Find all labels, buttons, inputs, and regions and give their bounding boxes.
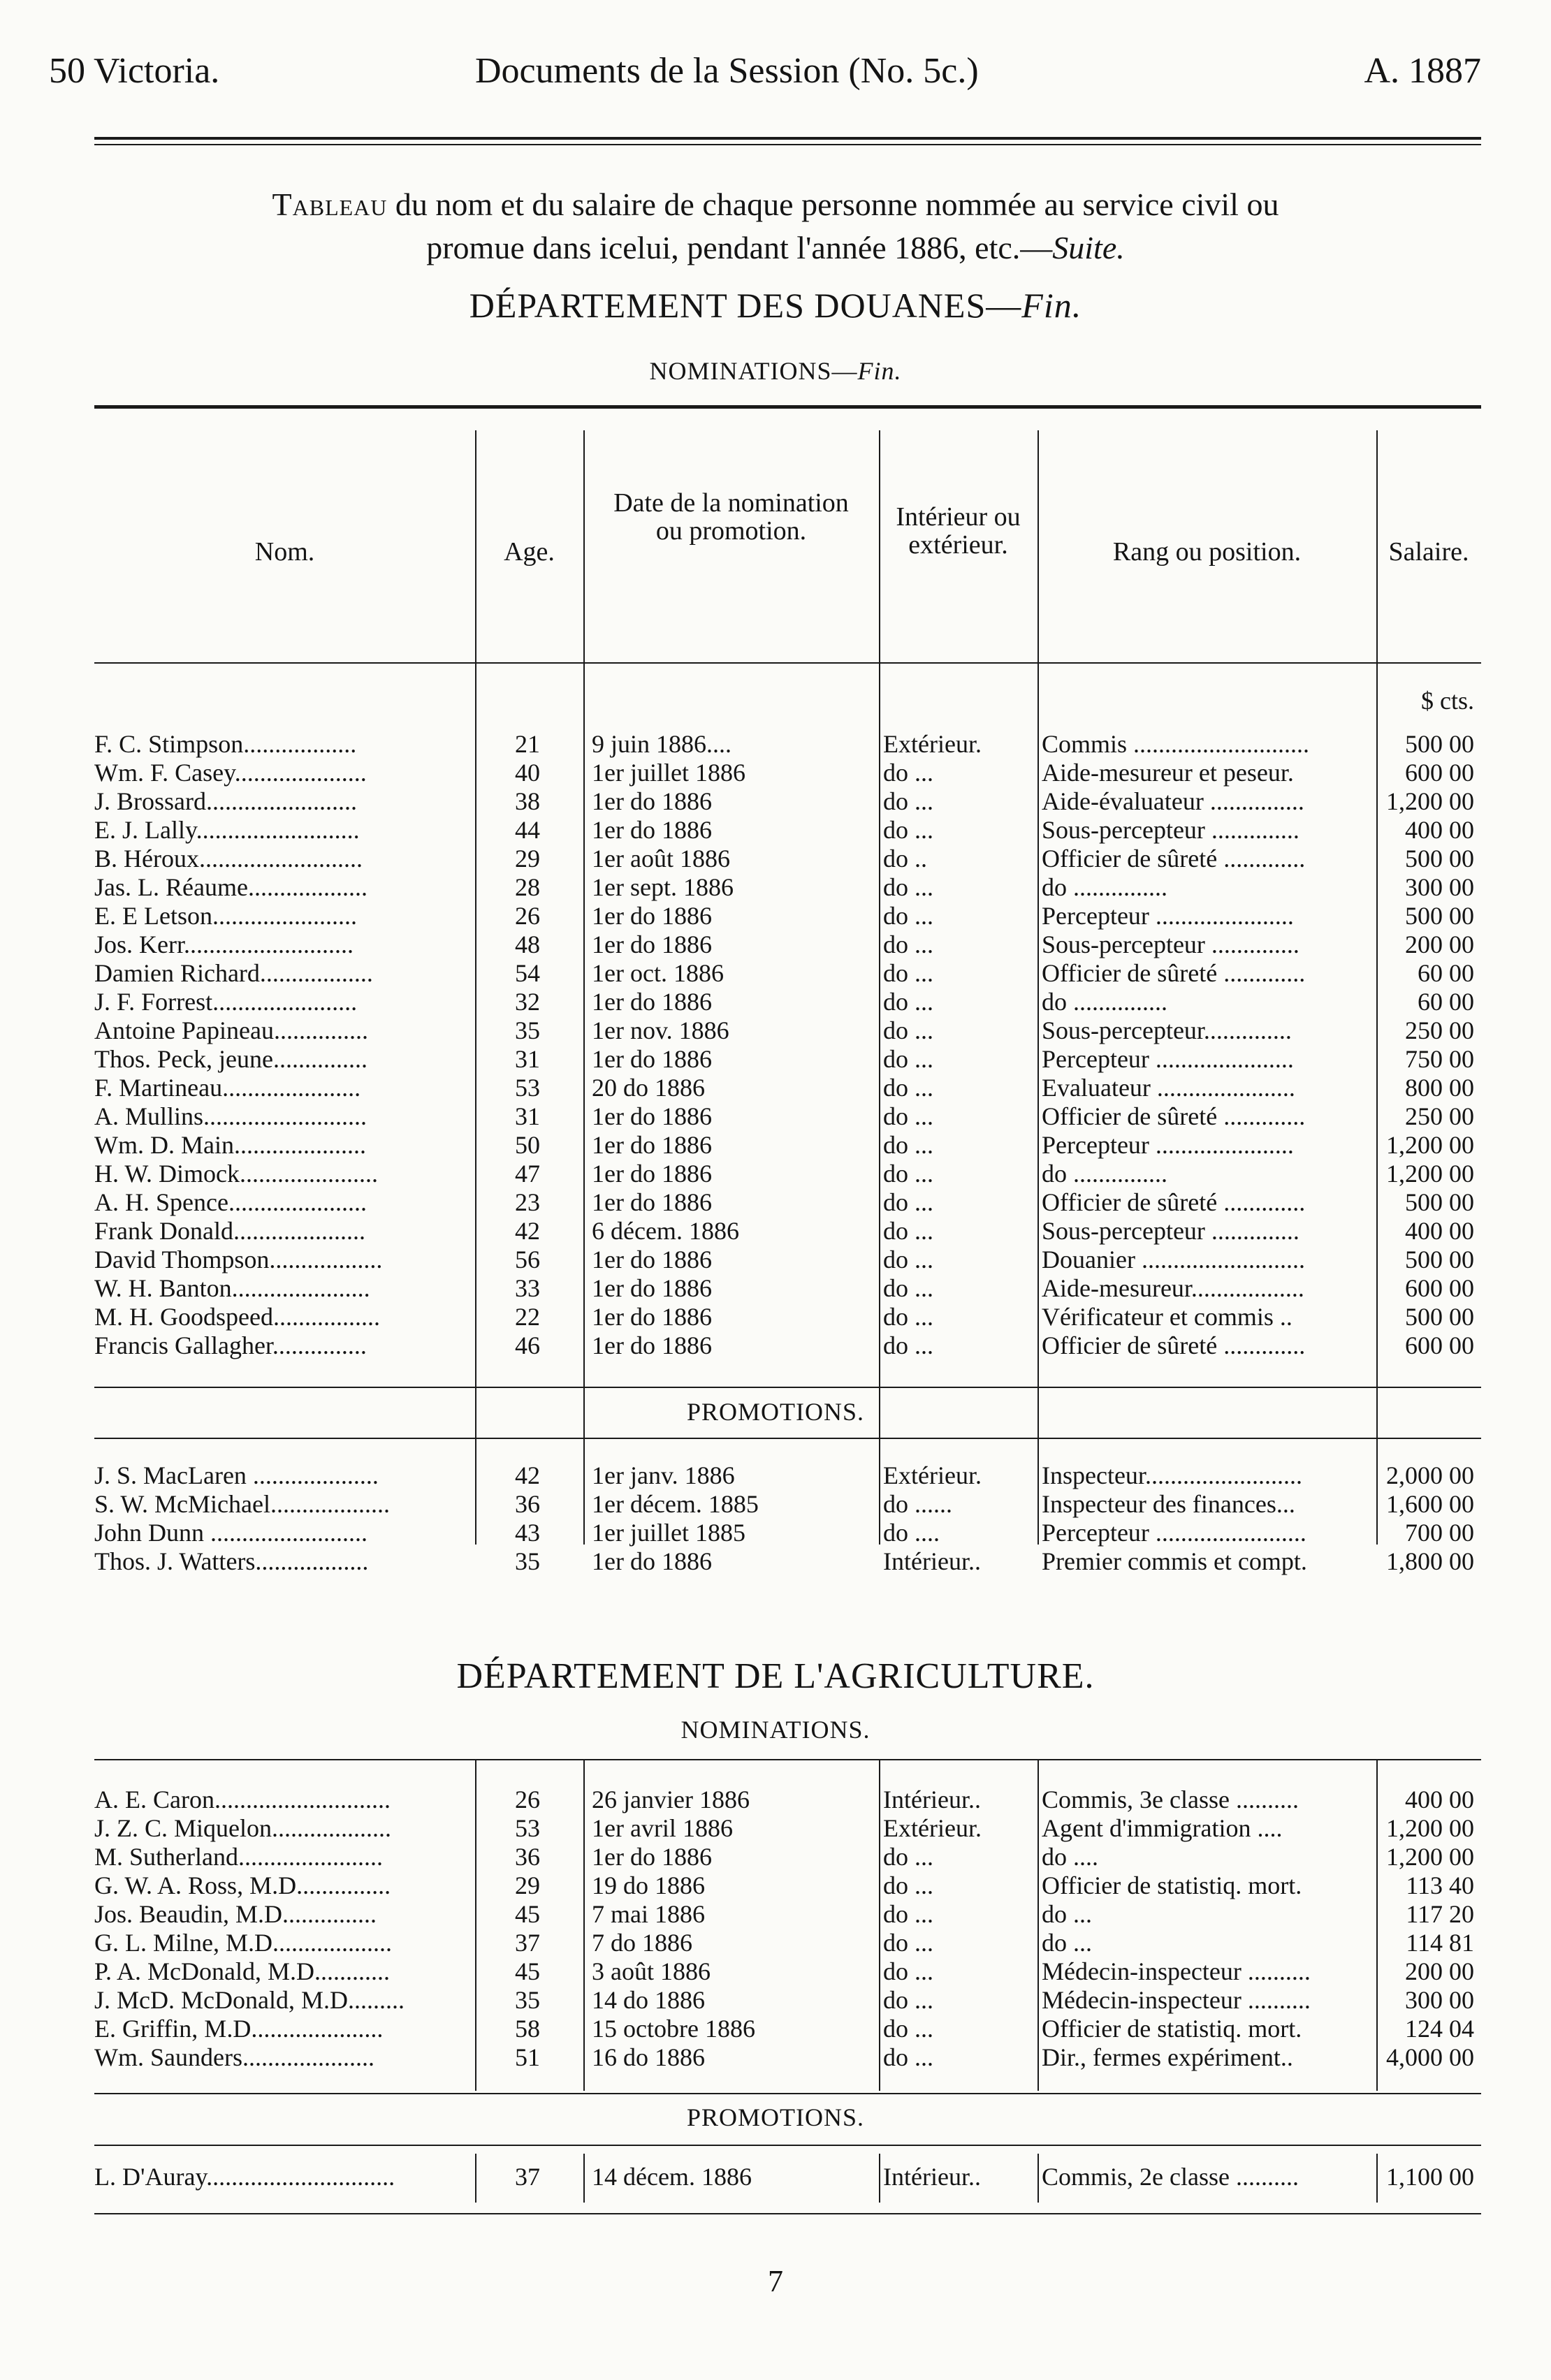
table-row	[94, 930, 1481, 959]
cell-date: 16 do 1886	[592, 2043, 705, 2071]
cell-location: do ...	[883, 1986, 933, 2014]
cell-salary: 1,200 00	[1386, 1814, 1474, 1842]
cell-salary: 113 40	[1406, 1871, 1474, 1899]
cell-salary: 1,200 00	[1386, 1843, 1474, 1871]
douanes-title: DÉPARTEMENT DES DOUANES—Fin.	[469, 286, 1082, 325]
cell-name: Frank Donald.....................	[94, 1217, 365, 1245]
agriculture-promotions-label: PROMOTIONS.	[686, 2103, 865, 2131]
cell-age: 56	[515, 1246, 540, 1273]
col-header-salary: Salaire.	[1388, 537, 1469, 567]
cell-salary: 700 00	[1405, 1519, 1474, 1547]
cell-location: do ....	[883, 1519, 940, 1547]
cell-rank: Officier de sûreté .............	[1042, 1102, 1306, 1130]
cell-location: do ...	[883, 816, 933, 844]
cell-location: do ...	[883, 1331, 933, 1359]
cell-rank: Officier de statistiq. mort.	[1042, 2015, 1302, 2043]
cell-location: Intérieur..	[883, 1547, 981, 1575]
cell-rank: Aide-évaluateur ...............	[1042, 787, 1304, 815]
cell-location: do ...	[883, 959, 933, 987]
cell-date: 3 août 1886	[592, 1957, 711, 1985]
cell-salary: 300 00	[1405, 873, 1474, 901]
cell-name: Wm. Saunders.....................	[94, 2043, 374, 2071]
cell-age: 42	[515, 1217, 540, 1245]
caption-line-2: promue dans icelui, pendant l'année 1886, etc.—Suite.	[426, 230, 1125, 265]
cell-age: 26	[515, 902, 540, 930]
cell-name: W. H. Banton......................	[94, 1274, 370, 1302]
cell-date: 7 do 1886	[592, 1929, 692, 1957]
cell-age: 36	[515, 1843, 540, 1871]
cell-age: 37	[515, 2163, 540, 2191]
cell-age: 44	[515, 816, 540, 844]
cell-rank: Evaluateur ......................	[1042, 1074, 1295, 1102]
cell-name: E. Griffin, M.D.....................	[94, 2015, 384, 2043]
cell-salary: 200 00	[1405, 930, 1474, 958]
cell-name: F. Martineau......................	[94, 1074, 361, 1102]
cell-age: 53	[515, 1814, 540, 1842]
cell-name: P. A. McDonald, M.D............	[94, 1957, 391, 1985]
cell-age: 51	[515, 2043, 540, 2071]
cell-date: 1er do 1886	[592, 1274, 712, 1302]
cell-rank: Aide-mesureur..................	[1042, 1274, 1304, 1302]
cell-name: Damien Richard..................	[94, 959, 373, 987]
cell-location: do ...	[883, 1303, 933, 1331]
cell-age: 58	[515, 2015, 540, 2043]
cell-date: 14 décem. 1886	[592, 2163, 752, 2191]
cell-date: 1er do 1886	[592, 988, 712, 1016]
cell-name: J. Z. C. Miquelon...................	[94, 1814, 392, 1842]
table-row	[94, 1986, 1481, 2015]
cell-location: do ...	[883, 902, 933, 930]
douanes-nominations-label: NOMINATIONS—Fin.	[649, 357, 902, 385]
table-row	[94, 1160, 1481, 1188]
cell-salary: 124 04	[1405, 2015, 1474, 2043]
cell-age: 45	[515, 1957, 540, 1985]
cell-name: E. J. Lally..........................	[94, 816, 360, 844]
cell-salary: 60 00	[1418, 988, 1474, 1016]
running-header	[49, 50, 1488, 99]
cell-date: 1er juillet 1886	[592, 759, 745, 787]
cell-rank: Commis ............................	[1042, 730, 1310, 758]
cell-location: do ...	[883, 1929, 933, 1957]
agriculture-table	[94, 1759, 1481, 2248]
table-row	[94, 1490, 1481, 1519]
douanes-promotions-label: PROMOTIONS.	[686, 1398, 865, 1426]
cell-date: 1er do 1886	[592, 1303, 712, 1331]
cell-name: L. D'Auray..............................	[94, 2163, 395, 2191]
cell-age: 36	[515, 1490, 540, 1518]
cell-salary: 800 00	[1405, 1074, 1474, 1102]
cell-date: 14 do 1886	[592, 1986, 705, 2014]
cell-rank: Dir., fermes expériment..	[1042, 2043, 1293, 2071]
cell-name: Wm. D. Main.....................	[94, 1131, 366, 1159]
table-row	[94, 1303, 1481, 1331]
table-row	[94, 1519, 1481, 1547]
cell-date: 1er do 1886	[592, 1547, 712, 1575]
cell-name: G. W. A. Ross, M.D...............	[94, 1871, 391, 1899]
cell-location: do ...	[883, 1160, 933, 1188]
cell-rank: Sous-percepteur ..............	[1042, 1217, 1299, 1245]
table-row	[94, 1246, 1481, 1274]
cell-name: John Dunn .........................	[94, 1519, 368, 1547]
cell-age: 33	[515, 1274, 540, 1302]
cell-salary: 600 00	[1405, 759, 1474, 787]
cell-rank: Percepteur ......................	[1042, 902, 1294, 930]
table-row	[94, 1461, 1481, 1490]
cell-rank: Médecin-inspecteur ..........	[1042, 1957, 1311, 1985]
table-row	[94, 1929, 1481, 1957]
cell-salary: 1,800 00	[1386, 1547, 1474, 1575]
cell-salary: 600 00	[1405, 1274, 1474, 1302]
cell-date: 1er do 1886	[592, 902, 712, 930]
cell-rank: Officier de statistiq. mort.	[1042, 1871, 1302, 1899]
cell-name: J. McD. McDonald, M.D.........	[94, 1986, 405, 2014]
cell-name: M. H. Goodspeed.................	[94, 1303, 380, 1331]
cell-salary: 500 00	[1405, 730, 1474, 758]
table-row	[94, 787, 1481, 816]
cell-date: 1er do 1886	[592, 1131, 712, 1159]
cell-age: 50	[515, 1131, 540, 1159]
cell-salary: 4,000 00	[1386, 2043, 1474, 2071]
header-left: 50 Victoria.	[49, 51, 220, 91]
table-row	[94, 1843, 1481, 1871]
table-top-rule	[94, 1759, 1481, 1760]
cell-rank: Percepteur ........................	[1042, 1519, 1306, 1547]
cell-date: 20 do 1886	[592, 1074, 705, 1102]
cell-location: do ...	[883, 1843, 933, 1871]
cell-age: 22	[515, 1303, 540, 1331]
cell-rank: Médecin-inspecteur ..........	[1042, 1986, 1311, 2014]
cell-rank: Premier commis et compt.	[1042, 1547, 1307, 1575]
cell-rank: do ...	[1042, 1929, 1092, 1957]
cell-salary: 400 00	[1405, 1217, 1474, 1245]
section-rule	[94, 2093, 1481, 2094]
cell-location: do ...	[883, 1131, 933, 1159]
cell-salary: 1,200 00	[1386, 1131, 1474, 1159]
cell-salary: 500 00	[1405, 1246, 1474, 1273]
cell-salary: 300 00	[1405, 1986, 1474, 2014]
cell-rank: Agent d'immigration ....	[1042, 1814, 1283, 1842]
table-row	[94, 2015, 1481, 2043]
cell-age: 31	[515, 1045, 540, 1073]
cell-rank: Inspecteur.........................	[1042, 1461, 1302, 1489]
cell-age: 43	[515, 1519, 540, 1547]
cell-location: do ...	[883, 1246, 933, 1273]
table-row	[94, 873, 1481, 902]
cell-salary: 500 00	[1405, 845, 1474, 873]
cell-salary: 2,000 00	[1386, 1461, 1474, 1489]
cell-salary: 500 00	[1405, 1188, 1474, 1216]
cell-date: 1er do 1886	[592, 1843, 712, 1871]
cell-rank: Officier de sûreté .............	[1042, 1188, 1306, 1216]
cell-name: E. E Letson.......................	[94, 902, 357, 930]
cell-date: 1er oct. 1886	[592, 959, 724, 987]
cell-age: 42	[515, 1461, 540, 1489]
cell-name: Jos. Beaudin, M.D...............	[94, 1900, 377, 1928]
cell-date: 15 octobre 1886	[592, 2015, 755, 2043]
table-row	[94, 1074, 1481, 1102]
cell-date: 1er do 1886	[592, 1102, 712, 1130]
cell-date: 1er do 1886	[592, 816, 712, 844]
header-rule-thick	[94, 137, 1481, 140]
col-header-rank: Rang ou position.	[1112, 537, 1302, 567]
cell-location: do ...	[883, 1217, 933, 1245]
cell-location: do ...	[883, 1102, 933, 1130]
cell-rank: do ...............	[1042, 1160, 1167, 1188]
cell-salary: 500 00	[1405, 902, 1474, 930]
cell-date: 1er décem. 1885	[592, 1490, 759, 1518]
table-row	[94, 1016, 1481, 1045]
table-row	[94, 1957, 1481, 1986]
table-row	[94, 730, 1481, 759]
caption-line-1: Tableau du nom et du salaire de chaque personne nommée au service civil ou	[272, 187, 1279, 222]
cell-name: David Thompson..................	[94, 1246, 383, 1273]
table-row	[94, 1786, 1481, 1814]
cell-salary: 200 00	[1405, 1957, 1474, 1985]
table-row	[94, 1188, 1481, 1217]
cell-name: J. S. MacLaren ....................	[94, 1461, 379, 1489]
cell-rank: Percepteur ......................	[1042, 1131, 1294, 1159]
cell-rank: Sous-percepteur..............	[1042, 1016, 1292, 1044]
cell-age: 28	[515, 873, 540, 901]
cell-location: do ...	[883, 1074, 933, 1102]
cell-rank: Sous-percepteur ..............	[1042, 816, 1299, 844]
header-bottom-rule	[94, 662, 1481, 664]
cell-date: 1er do 1886	[592, 1045, 712, 1073]
cell-location: Extérieur.	[883, 1461, 982, 1489]
table-row	[94, 2163, 1481, 2191]
cell-salary: 500 00	[1405, 1303, 1474, 1331]
cell-salary: 400 00	[1405, 816, 1474, 844]
cell-rank: Percepteur ......................	[1042, 1045, 1294, 1073]
cell-age: 31	[515, 1102, 540, 1130]
cell-rank: do ...............	[1042, 873, 1167, 901]
cell-name: M. Sutherland.......................	[94, 1843, 383, 1871]
cell-date: 9 juin 1886....	[592, 730, 732, 758]
table-row	[94, 988, 1481, 1016]
cell-salary: 114 81	[1406, 1929, 1474, 1957]
table-row	[94, 1547, 1481, 1576]
cell-location: Intérieur..	[883, 1786, 981, 1813]
cell-location: do ...	[883, 1016, 933, 1044]
cell-salary: 117 20	[1406, 1900, 1474, 1928]
cell-rank: Commis, 3e classe ..........	[1042, 1786, 1299, 1813]
cell-name: Thos. Peck, jeune...............	[94, 1045, 367, 1073]
section-rule	[94, 1438, 1481, 1439]
cell-location: do ...	[883, 1045, 933, 1073]
cell-date: 1er do 1886	[592, 1331, 712, 1359]
col-header-age: Age.	[504, 537, 555, 567]
cell-name: Francis Gallagher...............	[94, 1331, 367, 1359]
cell-date: 1er do 1886	[592, 1246, 712, 1273]
cell-date: 26 janvier 1886	[592, 1786, 750, 1813]
cell-age: 40	[515, 759, 540, 787]
douanes-table	[94, 405, 1481, 1624]
cell-name: F. C. Stimpson..................	[94, 730, 357, 758]
col-header-location: Intérieur ou extérieur.	[896, 502, 1021, 560]
cell-location: do ...	[883, 1900, 933, 1928]
cell-date: 1er sept. 1886	[592, 873, 734, 901]
cell-name: Jos. Kerr...........................	[94, 930, 354, 958]
cell-name: J. Brossard........................	[94, 787, 357, 815]
cell-age: 32	[515, 988, 540, 1016]
cell-age: 29	[515, 1871, 540, 1899]
cell-rank: Commis, 2e classe ..........	[1042, 2163, 1299, 2191]
cell-age: 53	[515, 1074, 540, 1102]
cell-location: do ...	[883, 1274, 933, 1302]
cell-location: Extérieur.	[883, 730, 982, 758]
cell-age: 37	[515, 1929, 540, 1957]
cell-salary: 60 00	[1418, 959, 1474, 987]
table-row	[94, 1871, 1481, 1900]
cell-rank: Aide-mesureur et peseur.	[1042, 759, 1294, 787]
table-row	[94, 902, 1481, 930]
table-row	[94, 1102, 1481, 1131]
table-row	[94, 1274, 1481, 1303]
cell-rank: Officier de sûreté .............	[1042, 845, 1306, 873]
cell-rank: do ....	[1042, 1843, 1098, 1871]
cell-date: 1er janv. 1886	[592, 1461, 735, 1489]
cell-salary: 250 00	[1405, 1102, 1474, 1130]
table-row	[94, 1900, 1481, 1929]
cell-age: 29	[515, 845, 540, 873]
cell-date: 1er do 1886	[592, 930, 712, 958]
cell-date: 1er do 1886	[592, 1188, 712, 1216]
section-rule	[94, 2145, 1481, 2146]
cell-age: 54	[515, 959, 540, 987]
agriculture-nominations-label: NOMINATIONS.	[680, 1716, 871, 1744]
cell-salary: 750 00	[1405, 1045, 1474, 1073]
cell-location: do ...	[883, 930, 933, 958]
cell-age: 38	[515, 787, 540, 815]
cell-date: 6 décem. 1886	[592, 1217, 739, 1245]
cell-date: 1er août 1886	[592, 845, 730, 873]
table-caption	[91, 183, 1460, 270]
cell-location: Extérieur.	[883, 1814, 982, 1842]
cell-name: Jas. L. Réaume...................	[94, 873, 367, 901]
table-row	[94, 845, 1481, 873]
cell-salary: 1,200 00	[1386, 787, 1474, 815]
cell-rank: Douanier ..........................	[1042, 1246, 1305, 1273]
cell-location: do ...	[883, 873, 933, 901]
cell-name: G. L. Milne, M.D...................	[94, 1929, 392, 1957]
table-row	[94, 1217, 1481, 1246]
header-right: A. 1887	[1364, 51, 1481, 91]
cell-rank: do ...	[1042, 1900, 1092, 1928]
page-number: 7	[768, 2264, 783, 2298]
table-row	[94, 816, 1481, 845]
cell-name: S. W. McMichael...................	[94, 1490, 390, 1518]
cell-name: A. E. Caron............................	[94, 1786, 391, 1813]
table-row	[94, 1331, 1481, 1360]
table-bottom-rule	[94, 2213, 1481, 2214]
cell-name: H. W. Dimock......................	[94, 1160, 379, 1188]
cell-name: J. F. Forrest.......................	[94, 988, 358, 1016]
table-row	[94, 2043, 1481, 2072]
cell-age: 48	[515, 930, 540, 958]
cell-date: 1er avril 1886	[592, 1814, 733, 1842]
cell-age: 35	[515, 1016, 540, 1044]
cell-location: do ...	[883, 1957, 933, 1985]
header-rule-thin	[94, 144, 1481, 145]
cell-rank: Vérificateur et commis ..	[1042, 1303, 1292, 1331]
section-rule	[94, 1387, 1481, 1388]
table-row	[94, 959, 1481, 988]
cell-date: 19 do 1886	[592, 1871, 705, 1899]
cell-salary: 1,200 00	[1386, 1160, 1474, 1188]
cell-age: 46	[515, 1331, 540, 1359]
cell-salary: 600 00	[1405, 1331, 1474, 1359]
cell-age: 35	[515, 1547, 540, 1575]
cell-salary: 1,600 00	[1386, 1490, 1474, 1518]
cell-age: 21	[515, 730, 540, 758]
cell-age: 23	[515, 1188, 540, 1216]
cell-age: 26	[515, 1786, 540, 1813]
cell-date: 1er do 1886	[592, 1160, 712, 1188]
cell-name: A. Mullins..........................	[94, 1102, 367, 1130]
cell-rank: Inspecteur des finances...	[1042, 1490, 1295, 1518]
cell-rank: Sous-percepteur ..............	[1042, 930, 1299, 958]
cell-name: Antoine Papineau...............	[94, 1016, 368, 1044]
cell-location: do ...	[883, 1188, 933, 1216]
agriculture-title: DÉPARTEMENT DE L'AGRICULTURE.	[456, 1656, 1095, 1696]
cell-location: Intérieur..	[883, 2163, 981, 2191]
table-row	[94, 1045, 1481, 1074]
cell-salary: 400 00	[1405, 1786, 1474, 1813]
cell-age: 47	[515, 1160, 540, 1188]
col-header-name: Nom.	[254, 537, 315, 567]
cell-rank: Officier de sûreté .............	[1042, 959, 1306, 987]
cell-age: 35	[515, 1986, 540, 2014]
cell-location: do ...	[883, 1871, 933, 1899]
table-row	[94, 759, 1481, 787]
cell-name: B. Héroux..........................	[94, 845, 363, 873]
cell-name: Wm. F. Casey.....................	[94, 759, 367, 787]
cell-name: A. H. Spence......................	[94, 1188, 367, 1216]
cell-location: do ...	[883, 2015, 933, 2043]
cell-location: do ...	[883, 759, 933, 787]
cell-date: 1er nov. 1886	[592, 1016, 729, 1044]
col-header-date: Date de la nomination ou promotion.	[613, 488, 849, 546]
cell-rank: do ...............	[1042, 988, 1167, 1016]
cell-location: do ...	[883, 988, 933, 1016]
currency-label: $ cts.	[1421, 687, 1474, 715]
table-row	[94, 1131, 1481, 1160]
cell-salary: 1,100 00	[1386, 2163, 1474, 2191]
cell-name: Thos. J. Watters..................	[94, 1547, 369, 1575]
cell-date: 1er juillet 1885	[592, 1519, 745, 1547]
cell-location: do ...	[883, 787, 933, 815]
cell-date: 7 mai 1886	[592, 1900, 705, 1928]
table-top-rule	[94, 405, 1481, 409]
cell-age: 45	[515, 1900, 540, 1928]
table-row	[94, 1814, 1481, 1843]
cell-location: do ..	[883, 845, 927, 873]
cell-rank: Officier de sûreté .............	[1042, 1331, 1306, 1359]
header-center: Documents de la Session (No. 5c.)	[475, 51, 979, 91]
cell-date: 1er do 1886	[592, 787, 712, 815]
cell-location: do ...	[883, 2043, 933, 2071]
cell-salary: 250 00	[1405, 1016, 1474, 1044]
cell-location: do ......	[883, 1490, 952, 1518]
